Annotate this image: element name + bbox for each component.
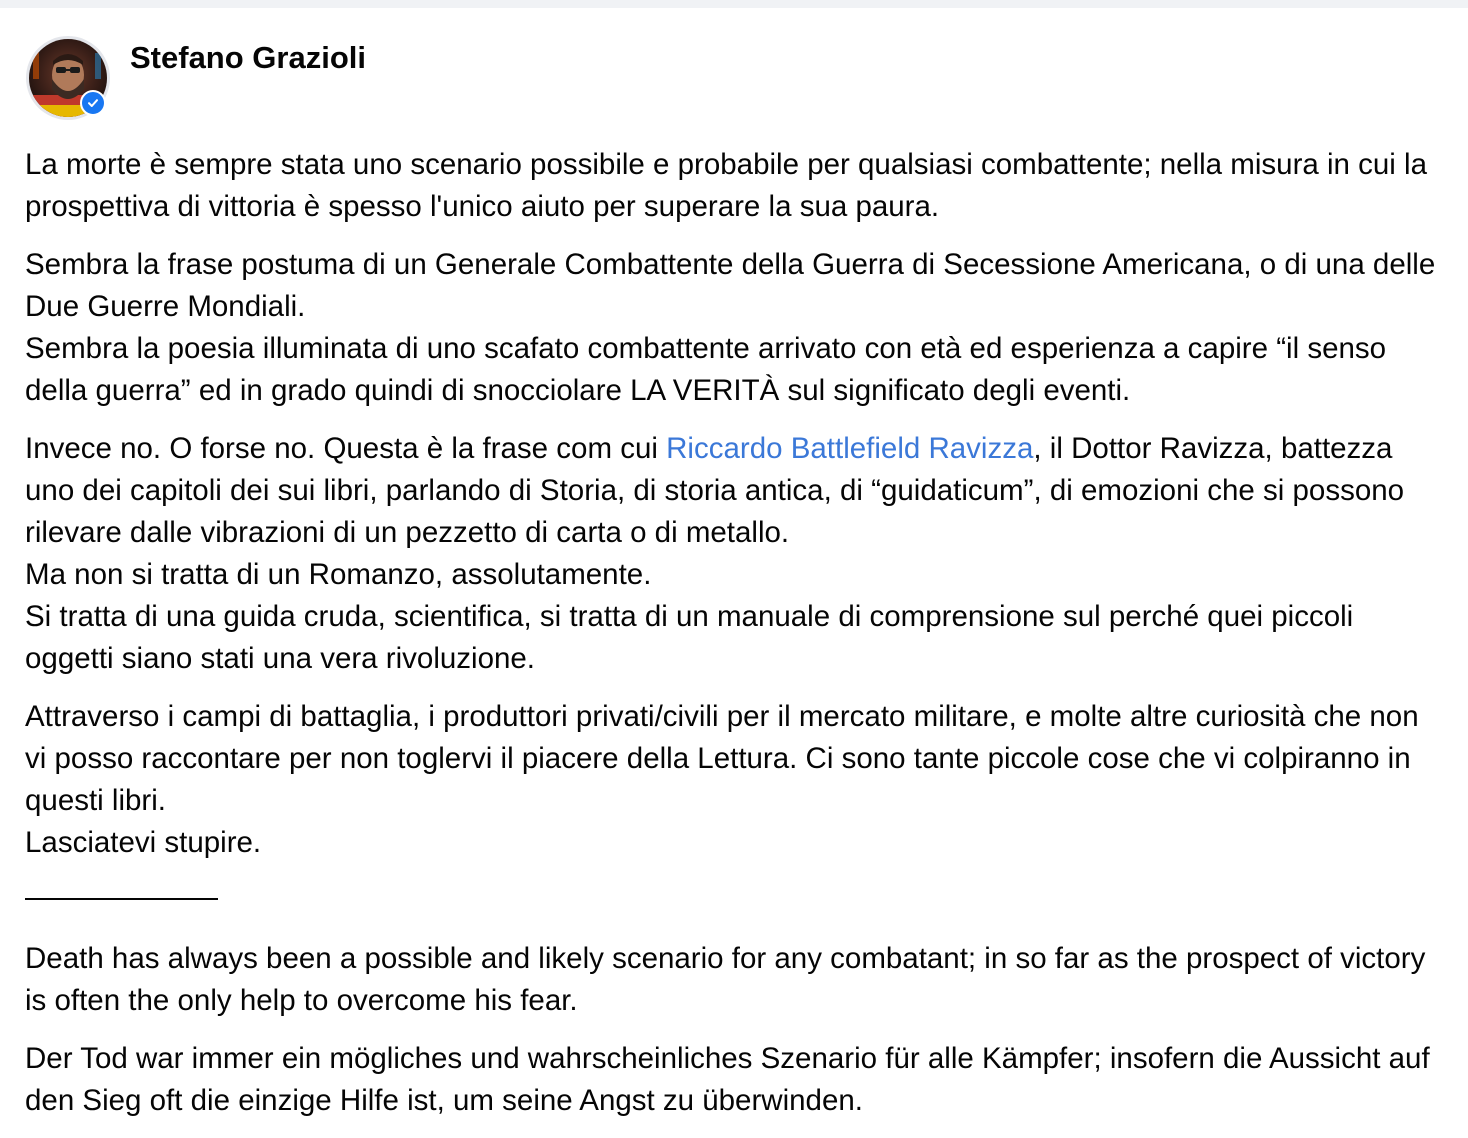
paragraph-english (25, 938, 1445, 1022)
paragraph-2-line-1: Sembra la frase postuma di un Generale Combattente della Guerra di Secessione Americana, o di una delle Due Guerre Mondiali. (25, 248, 1436, 323)
mention-link[interactable]: Riccardo Battlefield Ravizza (666, 432, 1034, 465)
post-header (26, 36, 366, 124)
post-card (0, 8, 1468, 1128)
paragraph-german (25, 1038, 1445, 1122)
paragraph-3-line-2: Ma non si tratta di un Romanzo, assolutamente. (25, 558, 652, 591)
paragraph-2-line-2: Sembra la poesia illuminata di uno scafato combattente arrivato con età ed esperienza a capire “il senso della guerra” ed in grado quindi di snocciolare LA VERITÀ sul significato degli eventi. (25, 332, 1387, 407)
paragraph-english-text: Death has always been a possible and likely scenario for any combatant; in so far as the prospect of victory is often the only help to overcome his fear. (25, 942, 1426, 1017)
post-body (25, 144, 1445, 1138)
paragraph-3 (25, 428, 1445, 680)
author-avatar[interactable] (26, 36, 110, 120)
paragraph-3-line-3: Si tratta di una guida cruda, scientifica, si tratta di un manuale di comprensione sul perché quei piccoli oggetti siano stati una vera rivoluzione. (25, 600, 1354, 675)
paragraph-4-line-2: Lasciatevi stupire. (25, 826, 262, 859)
paragraph-3-before-link: Invece no. O forse no. Questa è la frase com cui (25, 432, 667, 465)
paragraph-1 (25, 144, 1445, 228)
verified-badge-icon (80, 90, 106, 116)
paragraph-4-line-1: Attraverso i campi di battaglia, i produttori privati/civili per il mercato militare, e molte altre curiosità che non vi posso raccontare per non toglervi il piacere della Lettura. Ci sono tante piccole cose che vi colpiranno in questi libri. (25, 700, 1419, 817)
paragraph-3-after-link: , il Dottor Ravizza, battezza uno dei capitoli dei sui libri, parlando di Storia, di storia antica, di “guidaticum”, di emozioni che si possono rilevare dalle vibrazioni di un pezzetto di carta o di metallo. (25, 432, 1405, 549)
separator-line (25, 880, 1445, 922)
paragraph-2 (25, 244, 1445, 412)
paragraph-1-text: La morte è sempre stata uno scenario possibile e probabile per qualsiasi combattente; nella misura in cui la prospettiva di vittoria è spesso l'unico aiuto per superare la sua paura. (25, 148, 1428, 223)
paragraph-4 (25, 696, 1445, 864)
author-name[interactable]: Stefano Grazioli (130, 40, 366, 75)
feed-background-strip (0, 0, 1468, 8)
paragraph-german-text: Der Tod war immer ein mögliches und wahrscheinliches Szenario für alle Kämpfer; insofern die Aussicht auf den Sieg oft die einzige Hilfe ist, um seine Angst zu überwinden. (25, 1042, 1430, 1117)
